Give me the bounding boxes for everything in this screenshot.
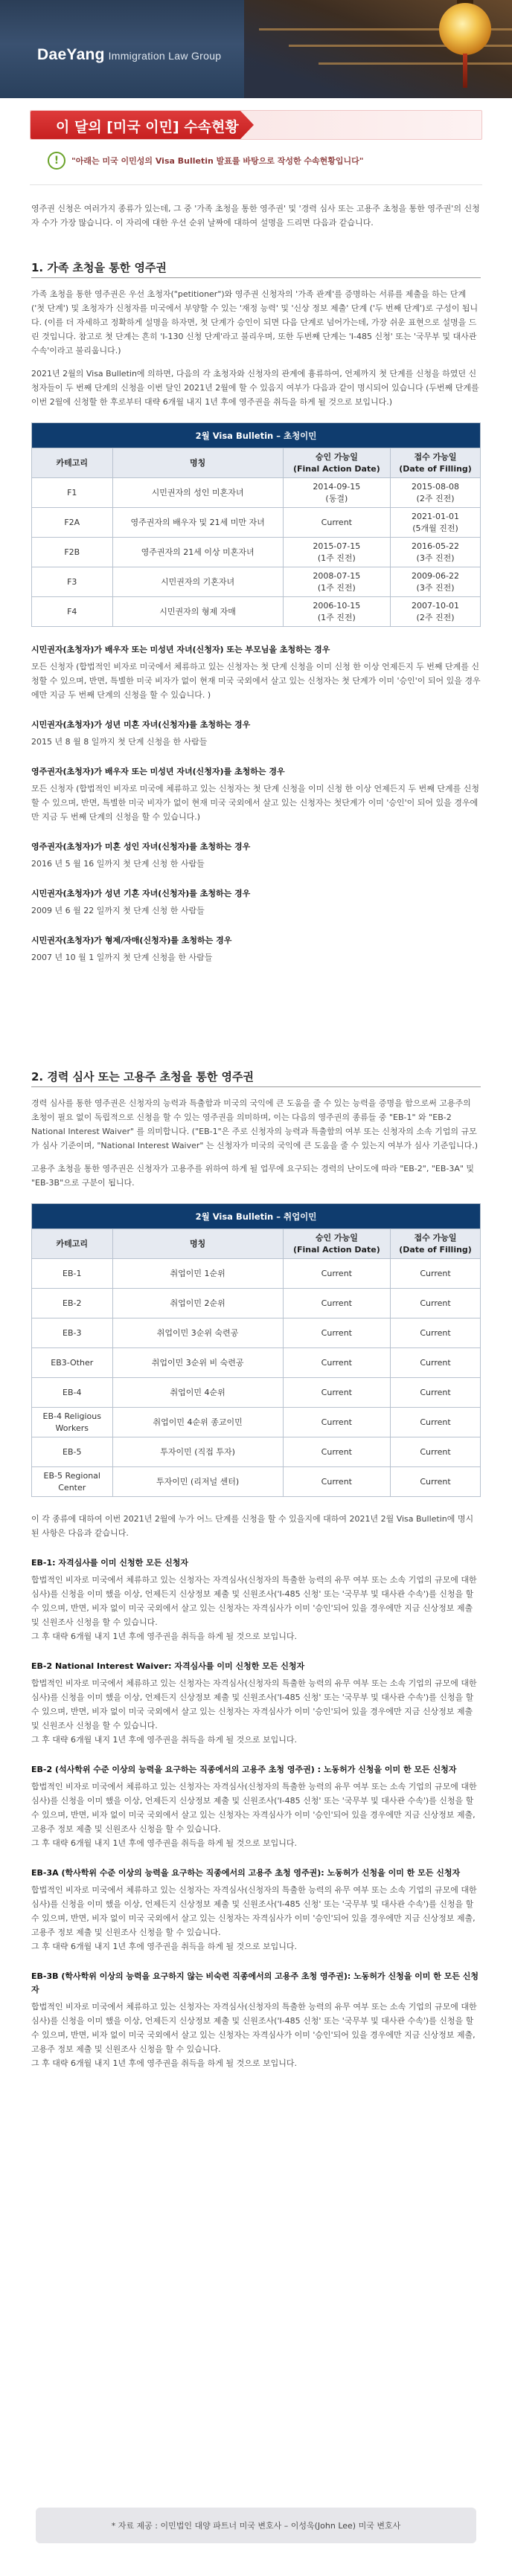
title-bar [30,110,482,140]
subsection-body: 2015 년 8 월 8 일까지 첫 단계 신청을 한 사람들 [31,737,208,747]
article-content [0,202,512,2070]
table-row [32,1378,481,1408]
column-header: 명칭 [112,448,283,478]
subsection-body: 합법적인 비자로 미국에서 체류하고 있는 신청자는 자격심사(신청자의 특출한 능력의 유무 여부 또는 소속 기업의 규모에 대한 심사)를 신청을 이미 했을 이상, 언제든지 신상정보 제출 및 신원조사('I-485 신청' 또는 '국무부 및 대사관 수속')를 신청을 할 수 있으며, 반면, 비자 없이 미국 국외에서 살고 있는 신청자는 자격심사가 이미 '승인'되어 있을 경우에만 지금 신상정보 제출, 고용주 정보 제출 및 신원조사 신청을 할 수 있습니다. 그 후 대략 6개월 내지 1년 후에 영주권을 취득을 하게 될 것으로 보입니다. [31,2002,477,2068]
employment-paragraph-2: 고용주 초청을 통한 영주권은 신청자가 고용주를 위하여 하게 될 업무에 요구되는 경력의 난이도에 따라 "EB-2", "EB-3A" 및 "EB-3B"으로 구분이 됩니다. [31,1164,475,1188]
table-cell: F4 [32,597,113,627]
subsection [31,1763,481,1850]
table-cell: 2009-06-22 (3주 진전) [391,567,481,597]
table-cell: Current [283,1259,390,1289]
table-cell: EB-2 [32,1289,113,1318]
table-row [32,508,481,538]
roof-line [319,62,512,65]
table-cell: 취업이민 4순위 [112,1378,283,1408]
subsection-heading: 시민권자(초청자)가 형제/자매(신청자)를 초청하는 경우 [31,936,232,945]
brand-logo [37,46,221,64]
lantern-image [439,3,491,55]
table-cell: 시민권자의 형제 자매 [112,597,283,627]
subsection [31,1556,481,1643]
table-cell: 시민권자의 기혼자녀 [112,567,283,597]
table-cell: Current [283,508,390,538]
subsection [31,1660,481,1747]
table-row [32,1467,481,1497]
table-cell: Current [391,1289,481,1318]
employment-subsections [31,1556,481,2070]
table-cell: EB-4 Religious Workers [32,1408,113,1437]
brand-subtitle: Immigration Law Group [108,50,222,62]
table-cell: EB-3 [32,1318,113,1348]
subsection-body: 모든 신청자 (합법적인 비자로 미국에 체류하고 있는 신청자는 첫 단계 신청을 이미 신청 한 이상 언제든지 두 번째 단계를 신청할 수 있으며, 반면, 특별한 미국 비자가 없이 현재 미국 국외에서 살고 있는 신청자는 첫단계가 이미 '승인'이 되어 있을 경우에만 지금 두 번째 단계의 신청을 할 수 있습니다.) [31,784,480,822]
table-caption: 2월 Visa Bulletin – 취업이민 [32,1204,481,1229]
table-row [32,1408,481,1437]
lightbulb-icon: ! [48,152,65,170]
column-header: 승인 가능일 (Final Action Date) [283,1229,390,1259]
subsection-body: 합법적인 비자로 미국에서 체류하고 있는 신청자는 자격심사(신청자의 특출한 능력의 유무 여부 또는 소속 기업의 규모에 대한 심사)를 신청을 이미 했을 이상, 언제든지 신상정보 제출 및 신원조사('I-485 신청' 또는 '국무부 및 대사관 수속')를 신청을 할 수 있으며, 반면, 비자 없이 미국 국외에서 살고 있는 신청자는 자격심사가 이미 '승인'되어 있을 경우에만 지금 신상정보 제출 및 신원조사 신청을 할 수 있습니다. 그 후 대략 6개월 내지 1년 후에 영주권을 취득을 하게 될 것으로 보입니다. [31,1575,477,1641]
subsection-heading: EB-1: 자격심사를 이미 신청한 모든 신청자 [31,1558,189,1568]
source-credit: * 자료 제공 : 이민법인 대양 파트너 미국 변호사 – 이성욱(John Lee) 미국 변호사 [36,2508,476,2543]
table-cell: Current [283,1348,390,1378]
table-cell: F2B [32,538,113,567]
table-cell: Current [283,1408,390,1437]
column-header: 카테고리 [32,448,113,478]
employment-paragraph-3: 이 각 종류에 대하여 이번 2021년 2월에 누가 어느 단계를 신청을 할 수 있을지에 대하여 2021년 2월 Visa Bulletin에 명시된 사항은 다음과 같습니다. [31,1514,474,1538]
table-cell: F1 [32,478,113,508]
subsection [31,765,481,824]
table-row [32,478,481,508]
subsection [31,934,481,965]
table-cell: EB-1 [32,1259,113,1289]
table-cell: 취업이민 4순위 종교이민 [112,1408,283,1437]
table-cell: Current [391,1408,481,1437]
notice-text: "아래는 미국 이민성의 Visa Bulletin 발표를 바탕으로 작성한 수속현황입니다" [71,156,364,166]
column-header: 접수 가능일 (Date of Filling) [391,448,481,478]
table-row [32,538,481,567]
table-cell: 2016-05-22 (3주 진전) [391,538,481,567]
section-heading-employment: 2. 경력 심사 또는 고용주 초청을 통한 영주권 [31,1069,481,1087]
subsection-heading: 영주권자(초청자)가 미혼 성인 자녀(신청자)를 초청하는 경우 [31,842,251,851]
intro-paragraph: 영주권 신청은 여러가지 종류가 있는데, 그 중 '가족 초청을 통한 영주권' 및 '경력 심사 또는 고용주 초청을 통한 영주권'의 신청자 수가 가장 많습니다. 이 자리에 대한 우선 순위 날짜에 대하여 설명을 드리면 다음과 같습니다. [31,204,480,228]
table-cell: 2008-07-15 (1주 진전) [283,567,390,597]
subsection-body: 합법적인 비자로 미국에서 체류하고 있는 신청자는 자격심사(신청자의 특출한 능력의 유무 여부 또는 소속 기업의 규모에 대한 심사)를 신청을 이미 했을 이상, 언제든지 신상정보 제출 및 신원조사('I-485 신청' 또는 '국무부 및 대사관 수속')를 신청을 할 수 있으며, 반면, 비자 없이 미국 국외에서 살고 있는 신청자는 자격심사가 이미 '승인'되어 있을 경우에만 지금 신상정보 제출 및 신원조사 신청을 할 수 있습니다. 그 후 대략 6개월 내지 1년 후에 영주권을 취득을 하게 될 것으로 보입니다. [31,1678,477,1745]
table-cell: EB-5 [32,1437,113,1467]
hero-banner [0,0,512,98]
table-cell: Current [391,1437,481,1467]
table-cell: 영주권자의 배우자 및 21세 미만 자녀 [112,508,283,538]
table-cell: Current [283,1289,390,1318]
subsection-body: 합법적인 비자로 미국에서 체류하고 있는 신청자는 자격심사(신청자의 특출한 능력의 유무 여부 또는 소속 기업의 규모에 대한 심사)를 신청을 이미 했을 이상, 언제든지 신상정보 제출 및 신원조사('I-485 신청' 또는 '국무부 및 대사관 수속')를 신청을 할 수 있으며, 반면, 비자 없이 미국 국외에서 살고 있는 신청자는 자격심사가 이미 '승인'되어 있을 경우에만 지금 신상정보 제출, 고용주 정보 제출 및 신원조사 신청을 할 수 있습니다. 그 후 대략 6개월 내지 1년 후에 영주권을 취득을 하게 될 것으로 보입니다. [31,1885,477,1951]
table-cell: Current [391,1318,481,1348]
subsection-heading: EB-2 (석사학위 수준 이상의 능력을 요구하는 직종에서의 고용주 초청 영주권) : 노동허가 신청을 이미 한 모든 신청자 [31,1765,457,1774]
subsection-heading: 시민권자(초청자)가 배우자 또는 미성년 자녀(신청자) 또는 부모님을 초청하는 경우 [31,645,330,654]
subsection [31,1867,481,1954]
table-cell: 취업이민 1순위 [112,1259,283,1289]
table-row [32,1437,481,1467]
table-cell: 투자이민 (직접 투자) [112,1437,283,1467]
table-cell: 2006-10-15 (1주 진전) [283,597,390,627]
table-header-row [32,448,481,478]
subsection-body: 모든 신청자 (합법적인 비자로 미국에서 체류하고 있는 신청자는 첫 단계 신청을 이미 신청 한 이상 언제든지 두 번째 단계를 신청할 수 있으며, 반면, 특별한 미국 비자가 없이 현재 미국 국외에서 살고 있는 신청자는 첫 단계가 이미 '승인'이 되어 있을 경우에만 지금 두 번째 단계의 신청을 할 수 있습니다. ) [31,662,481,700]
subsection-body: 2007 년 10 월 1 일까지 첫 단계 신청을 한 사람들 [31,953,213,962]
column-header: 카테고리 [32,1229,113,1259]
brand-name: DaeYang [37,46,105,63]
employment-bulletin-table [31,1203,481,1497]
subsection [31,887,481,918]
family-paragraph-1: 가족 초청을 통한 영주권은 우선 초청자("petitioner")와 영주권 신청자의 '가족 관계'를 증명하는 서류를 제출을 하는 단계 ('첫 단계') 및 초청자가 신청자를 미국에서 부양할 수 있는 '재정 능력' 및 '신상 정보 제출' 단계 ('두 번째 단계')로 구성이 됩니다. (이를 더 자세하고 정확하게 설명을 하자면, 첫 단계가 승인이 되면 다음 단계로 넘어가는데, 가장 쉬운 표현으로 설명을 드린 것입니다. 참고로 첫 단계는 흔히 'I-130 신청 단계'라고 불리우며, 또한 두번째 단계는 'I-485 신청' 또는 '국무부 및 대사관 수속'이라고 불리웁니다.) [31,289,479,355]
table-cell: 취업이민 3순위 비 숙련공 [112,1348,283,1378]
subsection-heading: 영주권자(초청자)가 배우자 또는 미성년 자녀(신청자)를 초청하는 경우 [31,767,285,776]
table-row [32,1259,481,1289]
table-header-row [32,1229,481,1259]
subsection-heading: 시민권자(초청자)가 성년 미혼 자녀(신청자)를 초청하는 경우 [31,720,251,730]
subsection-body: 합법적인 비자로 미국에서 체류하고 있는 신청자는 자격심사(신청자의 특출한 능력의 유무 여부 또는 소속 기업의 규모에 대한 심사)를 신청을 이미 했을 이상, 언제든지 신상정보 제출 및 신원조사('I-485 신청' 또는 '국무부 및 대사관 수속')를 신청을 할 수 있으며, 반면, 비자 없이 미국 국외에서 살고 있는 신청자는 자격심사가 이미 '승인'되어 있을 경우에만 지금 신상정보 제출, 고용주 정보 제출 및 신원조사 신청을 할 수 있습니다. 그 후 대략 6개월 내지 1년 후에 영주권을 취득을 하게 될 것으로 보입니다. [31,1782,477,1848]
notice [48,152,482,170]
table-cell: Current [391,1467,481,1497]
subsection [31,840,481,871]
subsection [31,1970,481,2070]
subsection-heading: 시민권자(초청자)가 성년 기혼 자녀(신청자)를 초청하는 경우 [31,889,251,898]
table-cell: Current [283,1378,390,1408]
table-row [32,1289,481,1318]
table-cell: Current [391,1378,481,1408]
table-cell: F3 [32,567,113,597]
table-cell: 영주권자의 21세 이상 미혼자녀 [112,538,283,567]
subsection-body: 2016 년 5 월 16 일까지 첫 단계 신청 한 사람들 [31,859,205,869]
table-cell: Current [283,1437,390,1467]
table-cell: 2015-07-15 (1주 진전) [283,538,390,567]
family-bulletin-table [31,422,481,627]
table-cell: Current [283,1318,390,1348]
table-row [32,1348,481,1378]
column-header: 접수 가능일 (Date of Filling) [391,1229,481,1259]
subsection-heading: EB-2 National Interest Waiver: 자격심사를 이미 신청한 모든 신청자 [31,1661,305,1671]
table-cell: Current [283,1467,390,1497]
table-cell: EB-5 Regional Center [32,1467,113,1497]
table-cell: 2014-09-15 (동결) [283,478,390,508]
table-cell: 2007-10-01 (2주 진전) [391,597,481,627]
divider [30,184,482,185]
subsection-heading: EB-3A (학사학위 수준 이상의 능력을 요구하는 직종에서의 고용주 초청 영주권): 노동허가 신청을 이미 한 모든 신청자 [31,1868,461,1878]
family-paragraph-2: 2021년 2월의 Visa Bulletin에 의하면, 다음의 각 초청자와 신청자의 관계에 흉류하여, 언제까지 첫 단계를 신청을 하였던 신청자들이 두 번째 단계의 신청을 이번 달인 2021년 2월에 할 수 있음지 여부가 다음과 같이 명시되어 있습니다 (두번째 단계를 이번 2월에 신청할 한 후로부터 대략 6개월 내지 1년 후에 영주권을 취득을 하게 될 것으로 보입니다.) [31,369,479,407]
table-cell: 시민권자의 성인 미혼자녀 [112,478,283,508]
table-cell: 투자이민 (리저널 센터) [112,1467,283,1497]
table-cell: F2A [32,508,113,538]
subsection-body: 2009 년 6 월 22 일까지 첫 단계 신청 한 사람들 [31,906,205,915]
table-cell: EB3-Other [32,1348,113,1378]
table-cell: 취업이민 3순위 숙련공 [112,1318,283,1348]
subsection [31,643,481,702]
table-cell: Current [391,1348,481,1378]
subsection-heading: EB-3B (학사학위 이상의 능력을 요구하지 않는 비숙련 직종에서의 고용주 초청 영주권): 노동허가 신청을 이미 한 모든 신청자 [31,1971,479,1994]
table-cell: 2015-08-08 (2주 진전) [391,478,481,508]
family-subsections [31,643,481,965]
table-cell: Current [391,1259,481,1289]
column-header: 승인 가능일 (Final Action Date) [283,448,390,478]
table-row [32,1318,481,1348]
table-cell: 취업이민 2순위 [112,1289,283,1318]
table-caption: 2월 Visa Bulletin – 초청이민 [32,423,481,448]
section-heading-family: 1. 가족 초청을 통한 영주권 [31,260,481,278]
table-cell: 2021-01-01 (5개월 진전) [391,508,481,538]
lantern-tassel [463,54,467,88]
table-row [32,597,481,627]
column-header: 명칭 [112,1229,283,1259]
page-title: 이 달의 [미국 이민] 수속현황 [56,119,239,135]
table-row [32,567,481,597]
table-cell: EB-4 [32,1378,113,1408]
employment-paragraph-1: 경력 심사를 통한 영주권은 신청자의 능력과 특출함과 미국의 국익에 큰 도움을 줄 수 있는 능력을 증명을 함으로써 고용주의 초청이 필요 없이 독립적으로 신청을 할 수 있는 영주권을 의미하며, 이는 다음의 영주권의 종류들 중 "EB-1" 와 "EB-2 National Interest Waiver" 를 의미합니다. ("EB-1"은 주로 신청자의 능력과 특출함의 여부 또는 신청자의 소속 기업의 규모가 심사 기준이며, "National Interest Waiver" 는 신청자가 미국의 국익에 큰 도움을 줄 수 있는지 여부가 심사 기준입니다.) [31,1098,478,1150]
subsection [31,718,481,749]
